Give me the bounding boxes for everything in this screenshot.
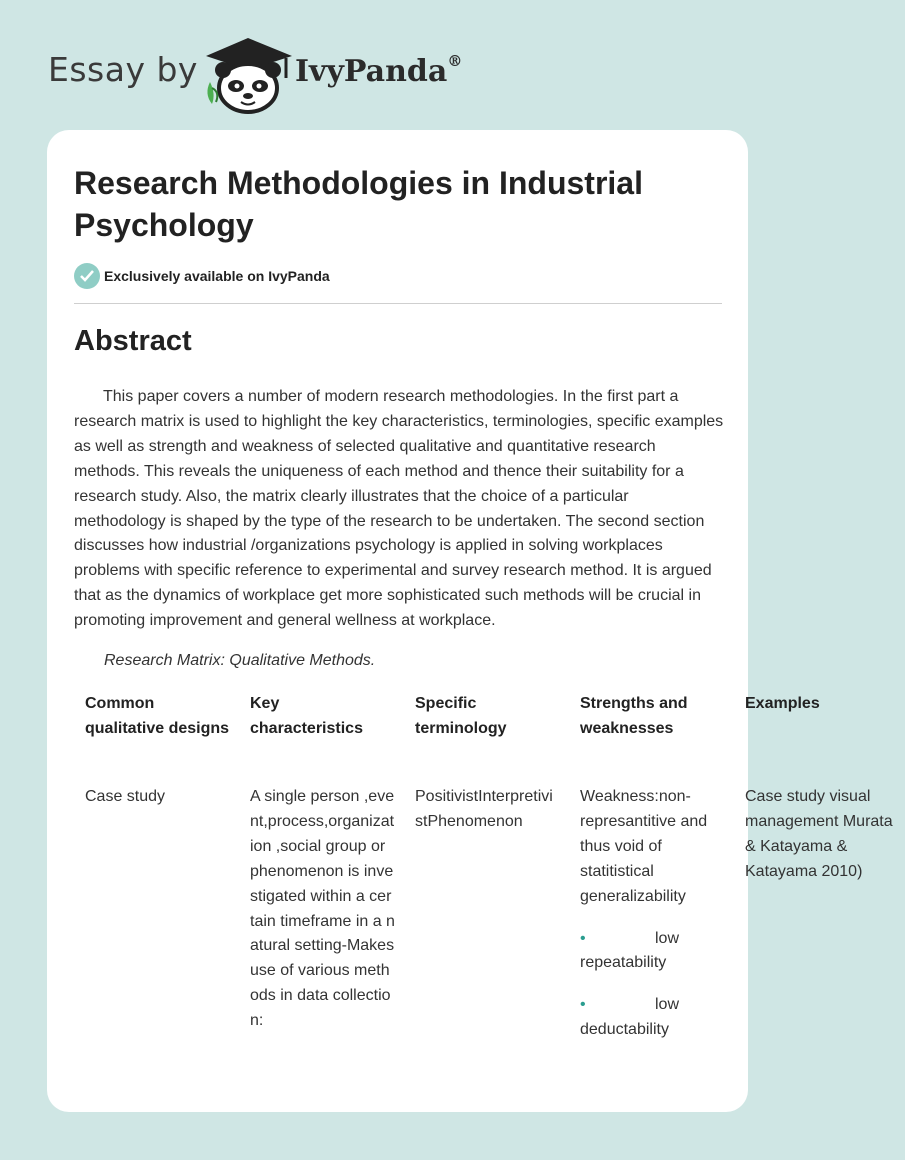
brand-name[interactable]: IvyPanda® — [295, 52, 463, 89]
strengths-intro: Weakness:non-represantitive and thus void of statitistical generalizability — [580, 788, 708, 905]
table-header-cell: Specific terminology — [415, 695, 507, 737]
bullet-icon: • — [580, 929, 586, 947]
table-column — [85, 692, 230, 805]
table-cell-design: Case study — [85, 788, 166, 805]
list-item: • low deductability — [580, 993, 720, 1043]
table-column — [250, 692, 395, 1030]
page-title: Research Methodologies in Industrial Psychology — [74, 165, 643, 243]
table-cell-characteristics: A single person ,event,process,organization ,social group or phenomenon is investigated within a certain timeframe in a natural setting-Makes use of various methods in data collection: — [250, 788, 395, 1030]
list-item: • low repeatability — [580, 927, 720, 977]
table-cell-strengths — [580, 785, 720, 1043]
table-column — [415, 692, 560, 830]
table-header-cell: Strengths and weaknesses — [580, 695, 688, 737]
abstract-paragraph: This paper covers a number of modern research methodologies. In the first part a research matrix is used to highlight the key characteristics, terminologies, specific examples as well as strength and weakness of selected qualitative and quantitative research methods. This reveals the uniqueness of each method and thence their suitability for a research study. Also, the matrix clearly illustrates that the choice of a particular methodology is shaped by the type of the research to be undertaken. The second section discusses how industrial /organizations psychology is applied in solving workplaces problems with specific reference to experimental and survey research method. It is argued that as the dynamics of workplace get more sophisticated such methods will be crucial in promoting improvement and general wellness at workplace. — [74, 388, 724, 630]
table-cell-example: Case study visual management Murata & Katayama & Katayama 2010) — [745, 788, 893, 880]
divider — [74, 303, 722, 304]
bullet-icon: • — [580, 996, 586, 1014]
table-header-cell: Key characteristics — [250, 695, 363, 737]
table-header-cell: Common qualitative designs — [85, 695, 230, 737]
panda-graduate-logo-icon[interactable] — [200, 34, 296, 114]
article-card — [47, 130, 893, 1112]
table-caption: Research Matrix: Qualitative Methods. — [104, 652, 376, 669]
table-header-cell: Examples — [745, 695, 820, 712]
exclusive-label: Exclusively available on IvyPanda — [104, 268, 330, 284]
section-heading: Abstract — [74, 325, 192, 357]
table-column — [745, 692, 905, 880]
essay-by-label: Essay by — [48, 50, 198, 89]
table-cell-terminology: PositivistInterpretivistPhenomenon — [415, 788, 553, 830]
site-header — [48, 30, 748, 120]
check-icon — [74, 263, 100, 289]
table-column — [580, 692, 725, 1039]
